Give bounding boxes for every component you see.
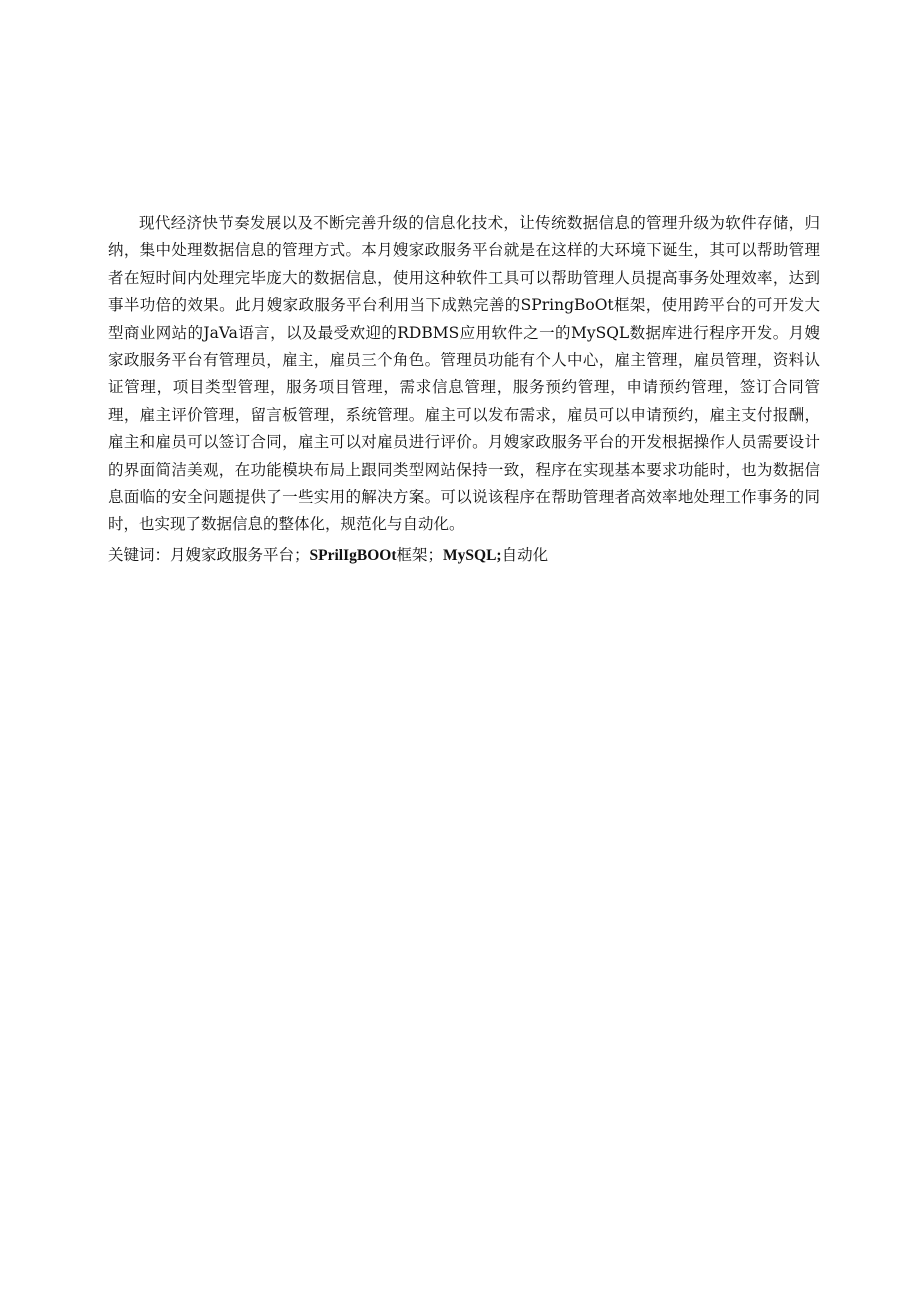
- keyword-platform: 月嫂家政服务平台；: [170, 545, 310, 564]
- abstract-body: 现代经济快节奏发展以及不断完善升级的信息化技术，让传统数据信息的管理升级为软件存储，归纳，集中处理数据信息的管理方式。本月嫂家政服务平台就是在这样的大环境下诞生，其可以帮助管理者在短时间内处理完毕庞大的数据信息，使用这种软件工具可以帮助管理人员提高事务处理效率，达到事半功倍的效果。此月嫂家政服务平台利用当下成熟完善的SPringBoOt框架，使用跨平台的可开发大型商业网站的JaVa语言，以及最受欢迎的RDBMS应用软件之一的MySQL数据库进行程序开发。月嫂家政服务平台有管理员，雇主，雇员三个角色。管理员功能有个人中心，雇主管理，雇员管理，资料认证管理，项目类型管理，服务项目管理，需求信息管理，服务预约管理，申请预约管理，签订合同管理，雇主评价管理，留言板管理，系统管理。雇主可以发布需求，雇员可以申请预约，雇主支付报酬，雇主和雇员可以签订合同，雇主可以对雇员进行评价。月嫂家政服务平台的开发根据操作人员需要设计的界面简洁美观，在功能模块布局上跟同类型网站保持一致，程序在实现基本要求功能时，也为数据信息面临的安全问题提供了一些实用的解决方案。可以说该程序在帮助管理者高效率地处理工作事务的同时，也实现了数据信息的整体化，规范化与自动化。: [108, 214, 820, 534]
- keyword-springboot: SPrilIgBOOt: [309, 546, 397, 564]
- keyword-framework: 框架；: [396, 545, 444, 564]
- keyword-automation: 自动化: [501, 545, 549, 564]
- keyword-mysql: MySQL;: [443, 546, 502, 564]
- abstract-section: [108, 210, 820, 569]
- keywords-label: 关键词：: [108, 545, 171, 564]
- keywords-line: [108, 542, 820, 569]
